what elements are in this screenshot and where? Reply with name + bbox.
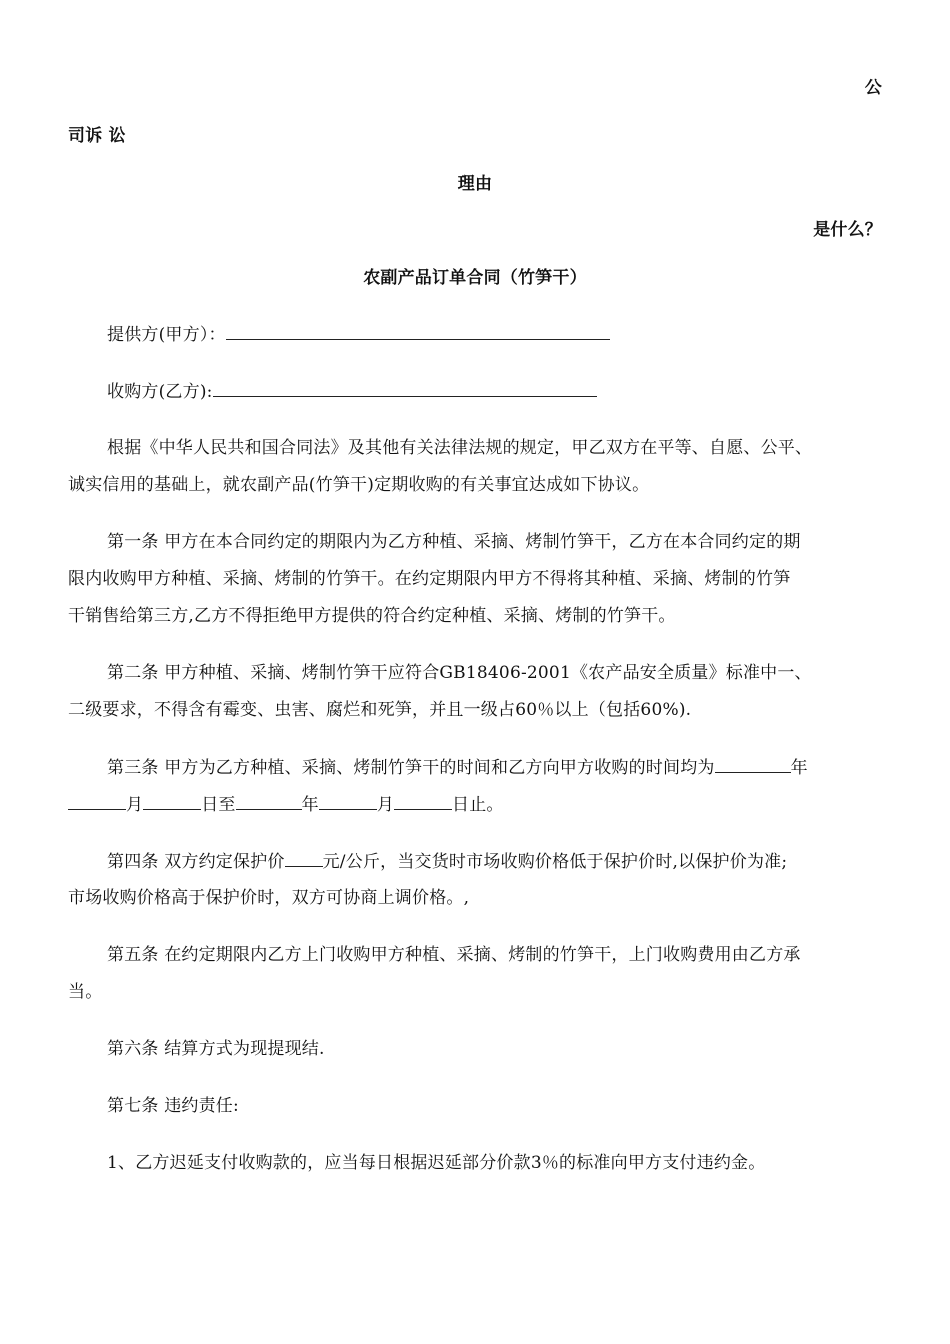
header-fragment-1: 公 <box>864 78 882 98</box>
article-2-line-1: 第二条 甲方种植、采摘、烤制竹笋干应符合GB18406-2001《农产品安全质量》标准中一、 <box>107 663 812 683</box>
article-7: 第七条 违约责任: <box>107 1096 239 1116</box>
year-label: 年 <box>790 758 808 778</box>
article-6: 第六条 结算方式为现提现结. <box>107 1039 325 1059</box>
article-3-text: 第三条 甲方为乙方种植、采摘、烤制竹笋干的时间和乙方向甲方收购的时间均为 <box>107 758 715 778</box>
party-b-blank <box>213 380 597 397</box>
party-a-line <box>107 323 610 346</box>
day-to-label: 日至 <box>201 795 236 815</box>
start-month-blank <box>68 793 126 810</box>
party-b-line <box>107 380 597 403</box>
month-label: 月 <box>126 795 144 815</box>
article-1-line-1: 第一条 甲方在本合同约定的期限内为乙方种植、采摘、烤制竹笋干，乙方在本合同约定的期 <box>107 532 801 552</box>
start-day-blank <box>143 793 201 810</box>
party-a-label: 提供方(甲方）： <box>107 325 226 345</box>
header-fragment-2: 司诉 讼 <box>68 126 126 146</box>
article-5-line-2: 当。 <box>68 982 103 1002</box>
article-5-line-1: 第五条 在约定期限内乙方上门收购甲方种植、采摘、烤制的竹笋干，上门收购费用由乙方承 <box>107 945 801 965</box>
header-fragment-4: 是什么？ <box>813 220 882 240</box>
article-4-line-1 <box>107 850 787 873</box>
protection-price-blank <box>285 850 323 867</box>
article-2-line-2: 二级要求，不得含有霉变、虫害、腐烂和死笋，并且一级占60％以上（包括60%). <box>68 700 692 720</box>
day-end-label: 日止。 <box>452 795 504 815</box>
party-a-blank <box>226 323 610 340</box>
party-b-label: 收购方(乙方): <box>107 382 213 402</box>
article-3-line-2 <box>68 793 504 816</box>
header-fragment-3: 理由 <box>457 174 493 194</box>
end-year-blank <box>236 793 302 810</box>
contract-title: 农副产品订单合同（竹笋干） <box>363 268 587 288</box>
start-year-blank <box>715 756 791 773</box>
end-month-blank <box>319 793 377 810</box>
month-label: 月 <box>376 795 395 815</box>
article-4-text-b: 元/公斤，当交货时市场收购价格低于保护价时,以保护价为准; <box>322 852 788 872</box>
year-label: 年 <box>301 795 319 815</box>
intro-line-2: 诚实信用的基础上，就农副产品(竹笋干)定期收购的有关事宜达成如下协议。 <box>68 475 650 495</box>
end-day-blank <box>394 793 452 810</box>
article-4-text-a: 第四条 双方约定保护价 <box>107 852 285 872</box>
intro-line-1: 根据《中华人民共和国合同法》及其他有关法律法规的规定，甲乙双方在平等、自愿、公平、 <box>107 438 813 458</box>
article-1-line-2: 限内收购甲方种植、采摘、烤制的竹笋干。在约定期限内甲方不得将其种植、采摘、烤制的竹笋 <box>68 569 791 589</box>
clause-1: 1、乙方迟延支付收购款的，应当每日根据迟延部分价款3％的标准向甲方支付违约金。 <box>107 1153 766 1173</box>
article-4-line-2: 市场收购价格高于保护价时，双方可协商上调价格。, <box>68 888 470 908</box>
article-3-line-1 <box>107 756 808 779</box>
article-1-line-3: 干销售给第三方,乙方不得拒绝甲方提供的符合约定种植、采摘、烤制的竹笋干。 <box>68 606 676 626</box>
